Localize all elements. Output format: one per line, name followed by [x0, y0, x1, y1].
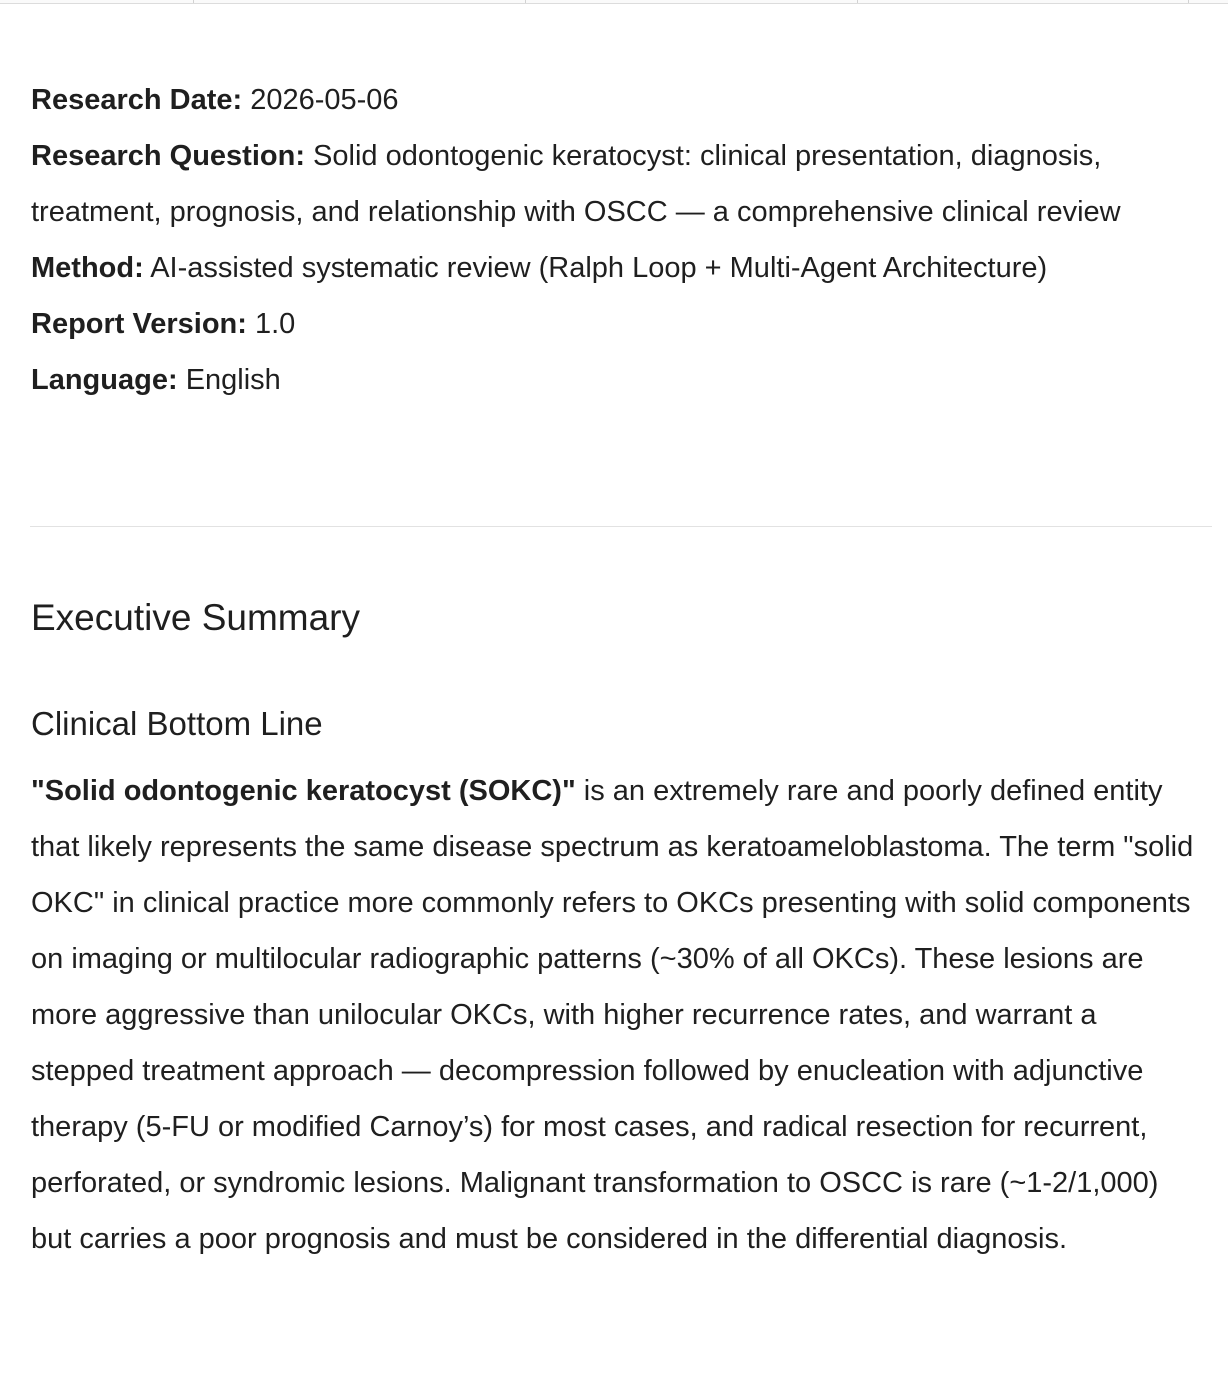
report-version-line: [31, 296, 1211, 352]
executive-summary-heading: Executive Summary: [31, 597, 360, 638]
research-question-value: Solid odontogenic keratocyst: clinical presentation, diagnosis, treatment, prognosis, and relationship with OSCC — a comprehensive clinical review: [31, 140, 1121, 228]
language-label: Language:: [31, 364, 178, 396]
report-version-label: Report Version:: [31, 308, 247, 340]
report-version-value: 1.0: [255, 308, 296, 340]
research-date-line: [31, 72, 1211, 128]
research-question-line: [31, 128, 1211, 240]
clinical-bottom-line-heading: Clinical Bottom Line: [31, 705, 323, 742]
paragraph-lead-bold: "Solid odontogenic keratocyst (SOKC)": [31, 775, 576, 807]
column-divider: [525, 0, 526, 3]
method-line: [31, 240, 1211, 296]
research-date-value: 2026-05-06: [250, 84, 399, 116]
top-strip: [0, 0, 1228, 4]
section-divider: [30, 526, 1212, 527]
method-label: Method:: [31, 252, 144, 284]
language-value: English: [185, 364, 281, 396]
column-divider: [857, 0, 858, 3]
method-value: AI-assisted systematic review (Ralph Loop + Multi-Agent Architecture): [150, 252, 1048, 284]
language-line: [31, 352, 1211, 408]
paragraph-body: is an extremely rare and poorly defined entity that likely represents the same disease spectrum as keratoameloblastoma. The term "solid OKC" in clinical practice more commonly refers to OKCs presenting with solid components on imaging or multilocular radiographic patterns (~30% of all OKCs). These lesions are more aggressive than unilocular OKCs, with higher recurrence rates, and warrant a stepped treatment approach — decompression followed by enucleation with adjunctive therapy (5-FU or modified Carnoy’s) for most cases, and radical resection for recurrent, perforated, or syndromic lesions. Malignant transformation to OSCC is rare (~1-2/1,000) but carries a poor prognosis and must be considered in the differential diagnosis.: [31, 775, 1194, 1255]
clinical-bottom-line-paragraph: [31, 763, 1206, 1267]
research-question-label: Research Question:: [31, 140, 305, 172]
column-divider: [1188, 0, 1189, 3]
report-metadata: [31, 72, 1211, 408]
column-divider: [193, 0, 194, 3]
research-date-label: Research Date:: [31, 84, 243, 116]
